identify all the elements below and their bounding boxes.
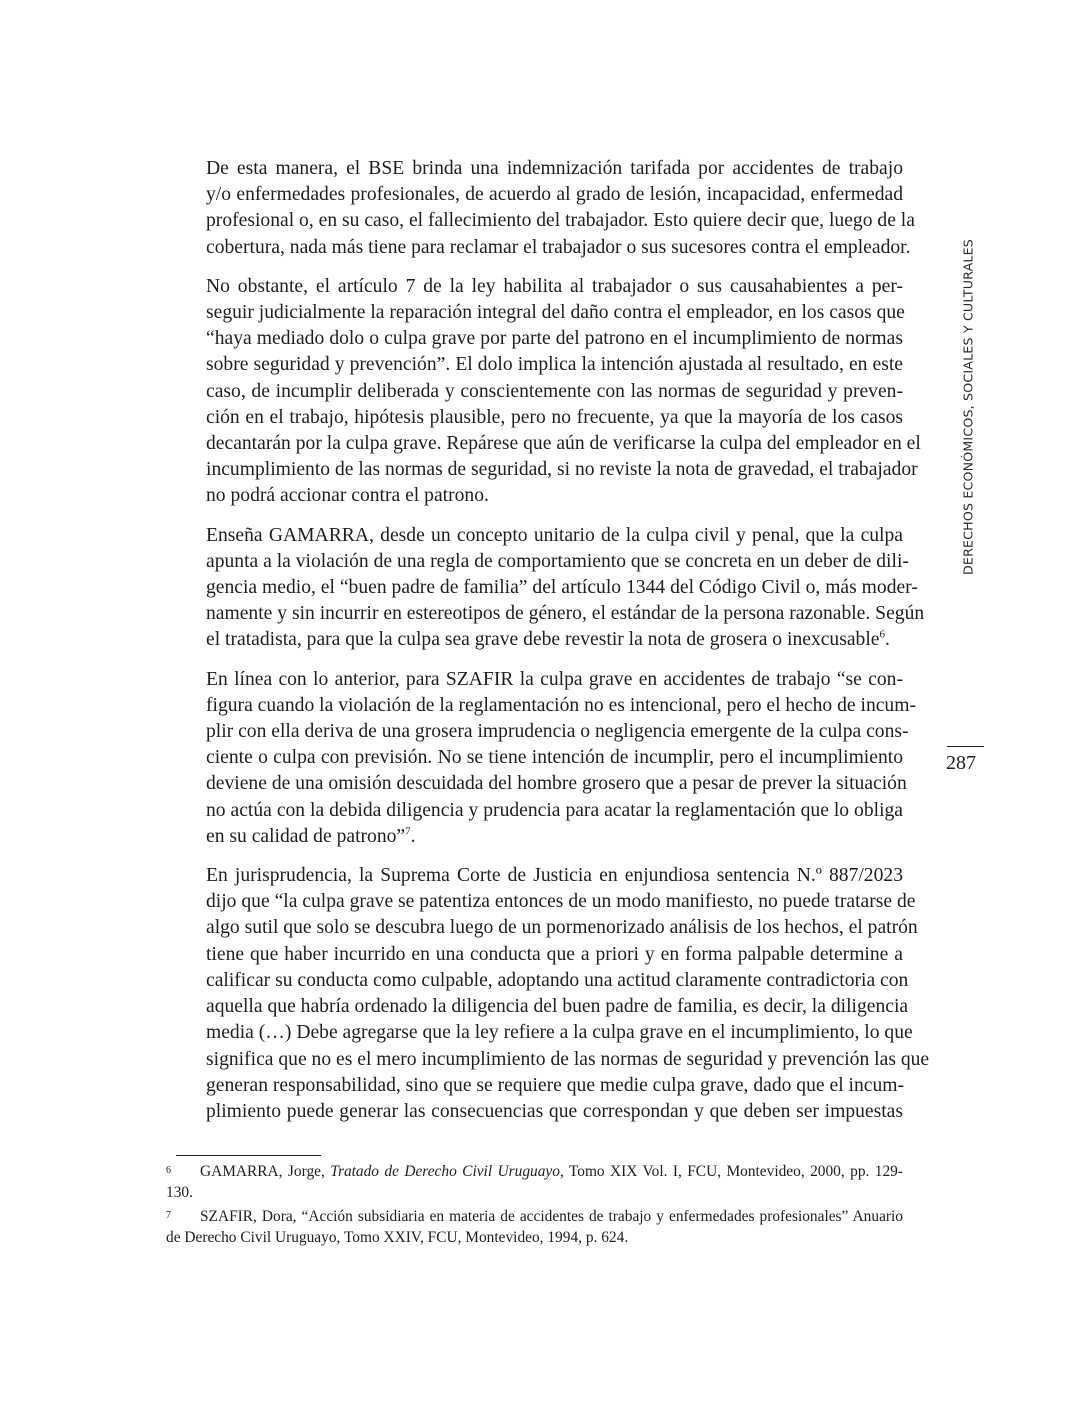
footnote-text: , Tomo XIX Vol. I, FCU, Montevideo, 2000, pp. 129-130. [166, 1163, 903, 1201]
sentence-end: . [410, 825, 416, 847]
text-line: algo sutil que solo se descubra luego de un pormenorizado análisis de los hechos, el patrón [206, 917, 918, 939]
text-line: significa que no es el mero incumplimiento de las normas de seguridad y prevención las que [206, 1048, 930, 1070]
footnote-text: SZAFIR, Dora, “Acción subsidiaria en materia de accidentes de trabajo y enfermedades profesionales” Anuario de Derecho Civil Uruguayo, Tomo XXIV, FCU, Montevideo, 1994, p. 624. [166, 1208, 903, 1246]
text-line: “haya mediado dolo o culpa grave por parte del patrono en el incumplimiento de normas [206, 328, 903, 350]
text-line: namente y sin incurrir en estereotipos de género, el estándar de la persona razonable. Según [206, 603, 925, 625]
footnote-reference[interactable]: 6 [879, 628, 885, 641]
sentence-end: . [885, 629, 890, 651]
text-line: y/o enfermedades profesionales, de acuerdo al grado de lesión, incapacidad, enfermedad [206, 184, 903, 206]
text-line: cobertura, nada más tiene para reclamar el trabajador o sus sucesores contra el empleador. [206, 236, 911, 258]
text-line: no podrá accionar contra el patrono. [206, 485, 489, 507]
footnote-separator [176, 1155, 321, 1156]
text-line: seguir judicialmente la reparación integral del daño contra el empleador, en los casos que [206, 302, 905, 324]
running-head-text: DERECHOS ECONÓMICOS, SOCIALES Y CULTURALES [960, 239, 976, 575]
text-line: calificar su conducta como culpable, adoptando una actitud claramente contradictoria con [206, 969, 909, 991]
text-line: aquella que habría ordenado la diligencia del buen padre de familia, es decir, la diligencia [206, 996, 909, 1018]
text-line: generan responsabilidad, sino que se requiere que medie culpa grave, dado que el incum- [206, 1074, 905, 1096]
text-line: sobre seguridad y prevención”. El dolo implica la intención ajustada al resultado, en este [206, 354, 903, 376]
footnote-number: 6 [166, 1165, 171, 1176]
text-line: De esta manera, el BSE brinda una indemnización tarifada por accidentes de trabajo [206, 158, 903, 179]
text-line: gencia medio, el “buen padre de familia” del artículo 1344 del Código Civil o, más moder- [206, 577, 918, 599]
footnote [166, 1160, 903, 1203]
text-line [166, 627, 903, 653]
footnote [166, 1205, 903, 1248]
paragraph [166, 667, 916, 850]
text-line: media (…) Debe agregarse que la ley refiere a la culpa grave en el incumplimiento, lo que [206, 1022, 913, 1044]
text-line: En línea con lo anterior, para SZAFIR la culpa grave en accidentes de trabajo “se con- [206, 668, 903, 690]
footnotes [166, 1160, 903, 1250]
text-line: plimiento puede generar las consecuencias que correspondan y que deben ser impuestas [206, 1100, 903, 1122]
paragraph [166, 274, 921, 510]
paragraph [166, 863, 930, 1125]
page-number-rule [947, 746, 984, 747]
text-line: tiene que haber incurrido en una conducta que a priori y en forma palpable determine a [206, 943, 903, 965]
body-text [166, 156, 930, 1138]
text-line: En jurisprudencia, la Suprema Corte de Justicia en enjundiosa sentencia N.º 887/2023 [206, 865, 903, 887]
text-line: decantarán por la culpa grave. Repárese que aún de verificarse la culpa del empleador en el [206, 433, 921, 455]
page-number: 287 [946, 752, 976, 774]
text-line: apunta a la violación de una regla de comportamiento que se concreta en un deber de dili- [206, 550, 909, 572]
footnote-reference[interactable]: 7 [405, 825, 411, 838]
text-line: no actúa con la debida diligencia y prudencia para acatar la reglamentación que lo obliga [206, 799, 903, 821]
footnote-number: 7 [166, 1210, 171, 1221]
text-line-content: el tratadista, para que la culpa sea grave debe revestir la nota de grosera o inexcusable [206, 629, 880, 651]
text-line: profesional o, en su caso, el fallecimiento del trabajador. Esto quiere decir que, luego de la [206, 210, 915, 232]
text-line: deviene de una omisión descuidada del hombre grosero que a pesar de prever la situación [206, 773, 907, 795]
text-line: Enseña GAMARRA, desde un concepto unitario de la culpa civil y penal, que la culpa [206, 524, 903, 546]
text-line: dijo que “la culpa grave se patentiza entonces de un modo manifiesto, no puede tratarse de [206, 891, 916, 913]
footnote-title: Tratado de Derecho Civil Uruguayo [330, 1163, 560, 1180]
text-line: figura cuando la violación de la reglamentación no es intencional, pero el hecho de incum- [206, 694, 916, 716]
text-line: plir con ella deriva de una grosera imprudencia o negligencia emergente de la culpa cons- [206, 721, 909, 743]
footnote-text: GAMARRA, Jorge, [200, 1163, 331, 1180]
paragraph [166, 156, 915, 261]
text-line: caso, de incumplir deliberada y conscientemente con las normas de seguridad y preven- [206, 380, 903, 402]
text-line: No obstante, el artículo 7 de la ley habilita al trabajador o sus causahabientes a per- [206, 275, 903, 297]
text-line [166, 824, 903, 850]
text-line-content: en su calidad de patrono” [206, 825, 406, 847]
text-line: ciente o culpa con previsión. No se tiene intención de incumplir, pero el incumplimiento [206, 747, 903, 769]
text-line: ción en el trabajo, hipótesis plausible, pero no frecuente, ya que la mayoría de los casos [206, 406, 903, 428]
running-head [957, 239, 979, 575]
paragraph [166, 523, 925, 654]
text-line: incumplimiento de las normas de seguridad, si no reviste la nota de gravedad, el trabajador [206, 459, 918, 481]
